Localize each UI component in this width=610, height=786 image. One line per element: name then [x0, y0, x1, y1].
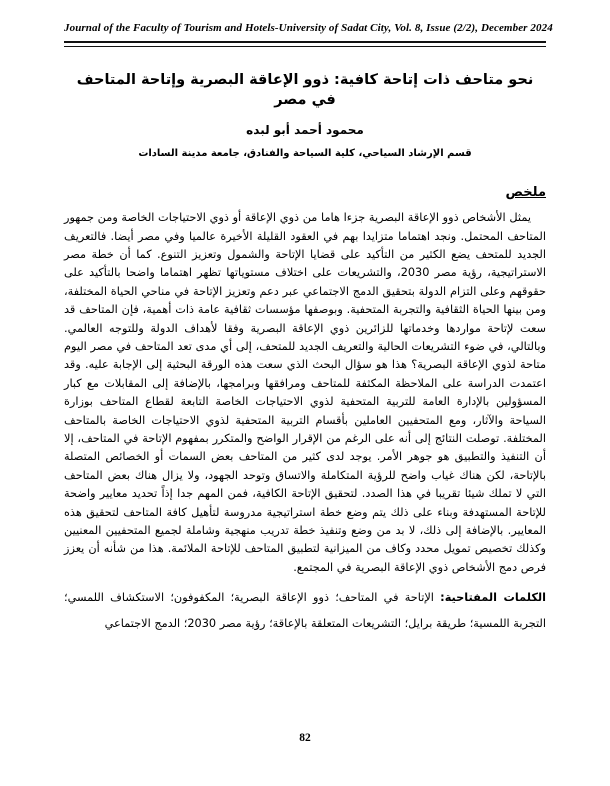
journal-running-head: [64, 22, 553, 41]
keywords-text: الإتاحة في المتاحف؛ ذوو الإعاقة البصرية؛ المكفوفون؛ الاستكشاف اللمسي؛ التجربة اللمسية؛ طريقة برايل؛ التشريعات المتعلقة بالإعاقة؛ رؤية مصر 2030؛ الدمج الاجتماعي: [64, 591, 546, 631]
author-affiliation: قسم الإرشاد السياحي، كلية السياحة والفنادق، جامعة مدينة السادات: [138, 148, 472, 160]
author-name: محمود أحمد أبو لبده: [246, 123, 364, 138]
abstract-text: يمثل الأشخاص ذوو الإعاقة البصرية جزءا هاما من ذوي الإعاقة أو ذوي الاحتياجات الخاصة ومن جمهور المتاحف المحتمل. ونجد اهتماما متزايدا بهم في العقود القليلة الأخيرة عالميا وفي مصر أيضا. فالتعريف الجديد للمتحف يضع الكثير من التأكيد على قضايا الإتاحة والشمول وتعزيز التنوع. كما أن خطة مصر الاستراتيجية، رؤية مصر 2030، والتشريعات على اختلاف مستوياتها تظهر اهتماما واضحا بالتأكيد على حقوقهم وعلى التزام الدولة بتحقيق الدمج الاجتماعي عبر دعم وتعزيز الإتاحة في مناحي الحياة المختلفة، ومن بينها الحياة الثقافية والتجربة المتحفية. وبوصفها مؤسسات ثقافية عامة ذات أهمية، فإن المتاحف قد سعت لإتاحة مواردها وخدماتها للزائرين ذوي الإعاقة البصرية وفقا لأهداف الدولة وللتوجه العالمي. وبالتالي، في ضوء التشريعات الحالية والتعريف الجديد للمتحف، إلى أي مدى تعد المتاحف في مصر اليوم متاحة لذوي الإعاقة البصرية؟ هذا هو سؤال البحث الذي سعت هذه الورقة البحثية إلى الإجابة عليه. وقد اعتمدت الدراسة على الملاحظة المكثفة للمتاحف ومرافقها وبرامجها، بالإضافة إلى المقابلات مع كبار المسؤولين بالإدارة العامة للتربية المتحفية لذوي الاحتياجات الخاصة التابعة لقطاع المتاحف بوزارة السياحة والآثار، ومع المتحفيين العاملين بأقسام التربية المتحفية لذوي الاحتياجات الخاصة بالمتاحف المختلفة. توصلت النتائج إلى أنه على الرغم من الإقرار الواضح والمتكرر بمفهوم الإتاحة في المتاحف، إلا أن التنفيذ والتطبيق هو جوهر الأمر. يوجد لدى كثير من المتاحف بعض السمات أو الخصائص المتصلة بالإتاحة، لكن هناك غياب واضح للرؤية المتكاملة والاتساق وتوحد الجهود، ولا يزال هناك بعض المتاحف التي لا تملك شيئا تقريبا في هذا الصدد. لتحقيق الإتاحة الكافية، فمن المهم جدا إذاً تحديد معايير واضحة للإتاحة المستهدفة وبناء على ذلك يتم وضع خطة استراتيجية مدروسة لتأهيل كافة المتاحف لتحقيق هذه المعايير. بالإضافة إلى ذلك، لا بد من وضع وتنفيذ خطة تدريب منهجية وشاملة لجميع المتحفيين المعنيين وكذلك تخصيص تمويل محدد وكاف من الميزانية لتطبيق المتاحف للإتاحة الملائمة. هذا من شأنه أن يعزز فرص دمج الأشخاص ذوي الإعاقة البصرية في المجتمع.: [64, 211, 546, 574]
header-double-rule: [64, 41, 546, 47]
keywords-paragraph: [64, 585, 546, 637]
page-number: 82: [299, 732, 311, 744]
keywords-label: الكلمات المفتاحية:: [440, 591, 546, 605]
paper-title: نحو متاحف ذات إتاحة كافية: ذوو الإعاقة البصرية وإتاحة المتاحف في مصر: [76, 72, 534, 108]
abstract-heading: ملخص: [505, 185, 546, 201]
journal-running-head-text: Journal of the Faculty of Tourism and Hotels-University of Sadat City, Vol. 8, Issue (2/2), December 2024: [64, 22, 553, 34]
